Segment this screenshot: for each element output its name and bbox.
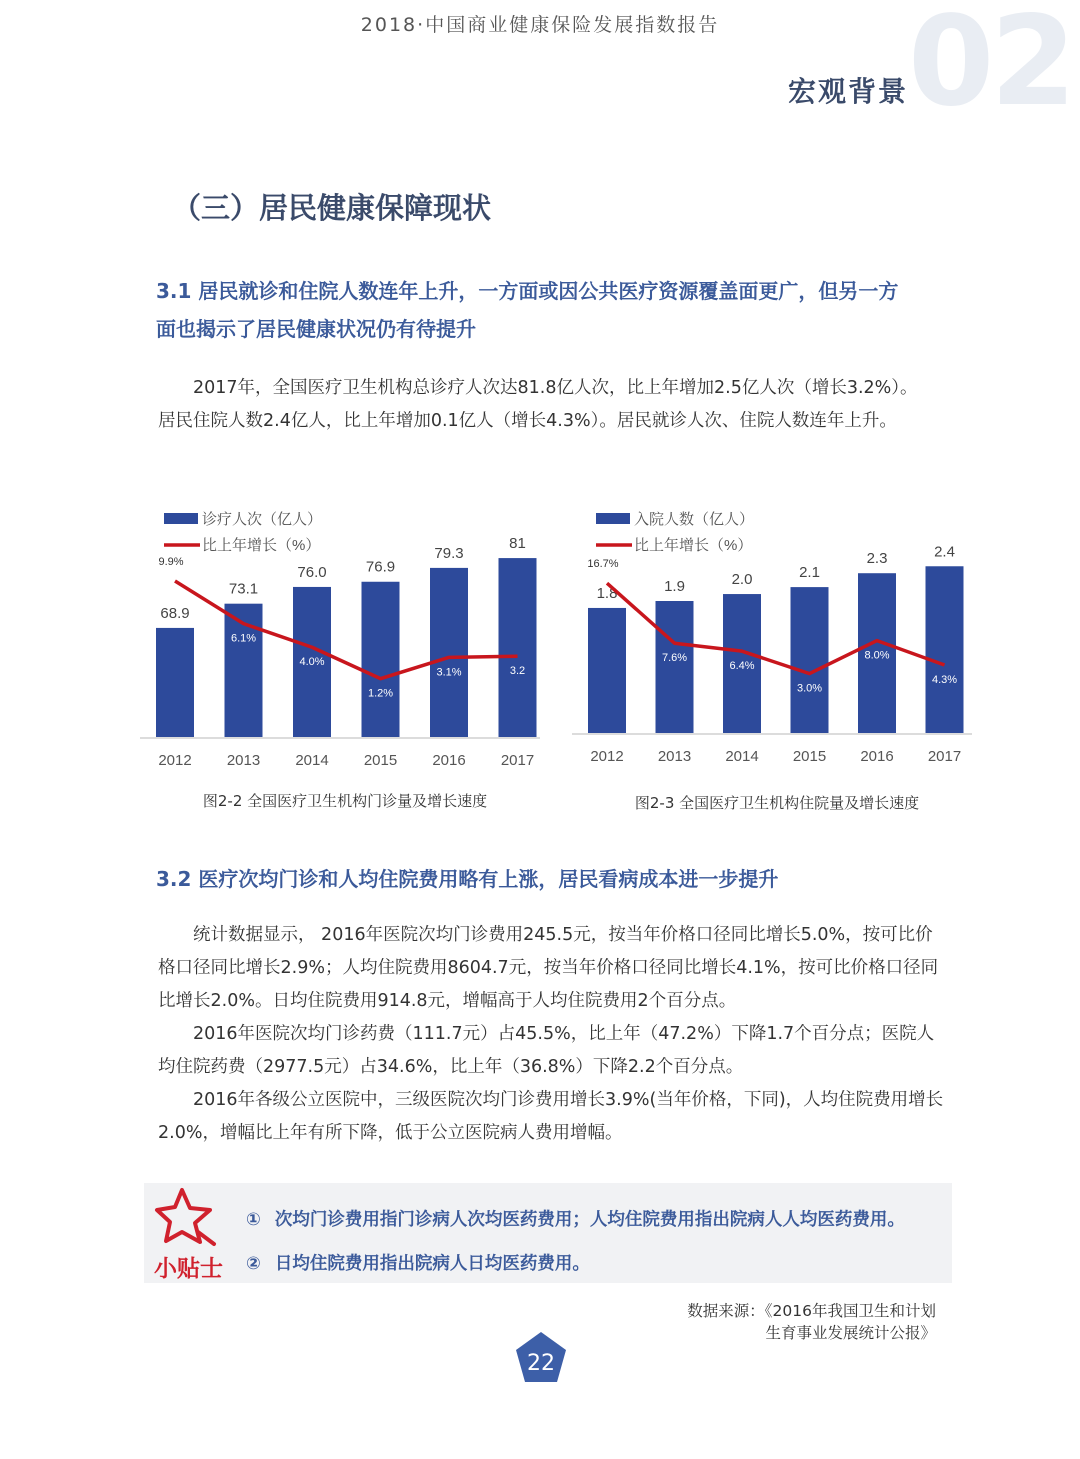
- line-value-label: 16.7%: [587, 558, 619, 571]
- line-value-label: 4.0%: [299, 656, 325, 669]
- page-number-badge: [514, 1330, 568, 1388]
- section-name: 宏观背景: [788, 75, 909, 108]
- bar-value-label: 2.1: [799, 564, 820, 582]
- bar-value-label: 79.3: [434, 544, 464, 562]
- line-value-label: 7.6%: [661, 652, 688, 665]
- subsection-1-paragraph: [158, 372, 948, 438]
- line-value-label: 8.0%: [864, 649, 890, 662]
- report-title: 2018·中国商业健康保险发展指数报告: [360, 14, 720, 36]
- chart-2-caption: 图2-3 全国医疗卫生机构住院量及增长速度: [634, 794, 920, 812]
- bar-value-label: 2.0: [731, 571, 753, 589]
- subsection-2-paragraph: 2016年医院次均门诊药费（111.7元）占45.5%，比上年（47.2%）下降1.7个百分点；医院人均住院药费（2977.5元）占34.6%，比上年（36.8%）下降2.2个百分点。: [158, 1024, 935, 1077]
- legend-line-label: 比上年增长（%）: [202, 537, 321, 554]
- page-number: 22: [527, 1351, 555, 1376]
- x-tick-label: 2013: [657, 748, 692, 765]
- subsection-2-title: 3.2 医疗次均门诊和人均住院费用略有上涨，居民看病成本进一步提升: [156, 867, 779, 891]
- x-tick-label: 2015: [363, 752, 398, 769]
- tip-item-text: 次均门诊费用指门诊病人次均医药费用；人均住院费用指出院病人人均医药费用。: [274, 1210, 905, 1230]
- subsection-1-title-line2: 面也揭示了居民健康状况仍有待提升: [156, 317, 476, 341]
- chart-outpatient-visits: [140, 495, 550, 785]
- x-tick-label: 2014: [725, 748, 759, 765]
- data-source-line2: 生育事业发展统计公报》: [765, 1324, 936, 1342]
- bar: [926, 566, 964, 733]
- bar-value-label: 2.4: [934, 543, 955, 561]
- x-tick-label: 2017: [500, 752, 535, 769]
- bar: [156, 628, 194, 737]
- bar: [499, 558, 537, 737]
- bar-value-label: 73.1: [228, 580, 259, 598]
- chart-inpatient-admissions: [572, 495, 982, 785]
- legend-line-label: 比上年增长（%）: [634, 537, 753, 554]
- legend-bar-label: 入院人数（亿人）: [634, 511, 755, 528]
- bar-value-label: 76.0: [297, 563, 327, 581]
- line-value-label: 3.2: [509, 665, 526, 678]
- bar: [588, 608, 626, 733]
- x-tick-label: 2013: [226, 752, 261, 769]
- tips-label: 小贴士: [154, 1256, 223, 1282]
- line-value-label: 1.2%: [367, 687, 394, 700]
- bar: [430, 568, 468, 737]
- bar-value-label: 76.9: [365, 558, 396, 576]
- bar-value-label: 1.9: [664, 578, 685, 595]
- subsection-2-paragraph: 统计数据显示， 2016年医院次均门诊费用245.5元，按当年价格口径同比增长5.0%，按可比价格口径同比增长2.9%；人均住院费用8604.7元，按当年价格口径同比增长4.1%，按可比价格口径同比增长2.0%。日均住院费用914.8元，增幅高于人均住院费用2个百分点。: [158, 925, 939, 1011]
- x-tick-label: 2015: [792, 748, 827, 765]
- data-source-line1: 数据来源：《2016年我国卫生和计划: [687, 1302, 936, 1320]
- line-value-label: 4.3%: [931, 674, 958, 687]
- bar-value-label: 68.9: [160, 604, 190, 622]
- x-tick-label: 2016: [432, 752, 466, 769]
- bar: [791, 587, 829, 733]
- bar: [656, 601, 694, 733]
- subsection-2-paragraph: 2016年各级公立医院中，三级医院次均门诊费用增长3.9%(当年价格，下同)，人均住院费用增长2.0%，增幅比上年有所下降，低于公立医院病人费用增幅。: [158, 1090, 944, 1143]
- star-icon: [154, 1186, 220, 1248]
- x-tick-label: 2012: [158, 752, 192, 769]
- tip-item-1: [246, 1206, 905, 1231]
- subsection-1-title: [156, 272, 956, 348]
- line-value-label: 9.9%: [158, 556, 184, 569]
- bar-value-label: 1.8: [596, 584, 618, 602]
- tip-item-2: [246, 1250, 590, 1275]
- main-heading: （三）居民健康保障现状: [172, 191, 492, 225]
- line-value-label: 6.4%: [729, 660, 755, 673]
- x-tick-label: 2014: [295, 752, 329, 769]
- line-value-label: 3.1%: [436, 666, 462, 679]
- subsection-1-para-line1: 2017年，全国医疗卫生机构总诊疗人次达81.8亿人次，比上年增加2.5亿人次（增长3.2%）。: [193, 378, 918, 398]
- subsection-1-title-line1: 3.1 居民就诊和住院人数连年上升，一方面或因公共医疗资源覆盖面更广，但另一方: [156, 279, 899, 303]
- chart-1-caption: 图2-2 全国医疗卫生机构门诊量及增长速度: [202, 792, 488, 810]
- bar-value-label: 2.3: [866, 550, 888, 568]
- legend-bar-label: 诊疗人次（亿人）: [202, 511, 323, 528]
- legend-bar-swatch: [164, 513, 198, 524]
- x-tick-label: 2016: [860, 748, 894, 765]
- x-tick-label: 2017: [927, 748, 962, 765]
- subsection-1-para-line2: 居民住院人数2.4亿人，比上年增加0.1亿人（增长4.3%）。居民就诊人次、住院人数连年上升。: [158, 411, 897, 431]
- chapter-number: 02: [908, 0, 1073, 134]
- x-tick-label: 2012: [590, 748, 624, 765]
- tip-item-number: ②: [246, 1254, 261, 1274]
- bar-value-label: 81: [509, 535, 526, 553]
- tip-item-number: ①: [246, 1210, 261, 1230]
- line-value-label: 6.1%: [230, 632, 257, 645]
- subsection-2-body: [158, 919, 948, 1150]
- bar: [362, 582, 400, 737]
- data-source: [660, 1300, 936, 1344]
- legend-bar-swatch: [596, 513, 630, 524]
- line-value-label: 3.0%: [796, 682, 823, 695]
- tip-item-text: 日均住院费用指出院病人日均医药费用。: [274, 1254, 590, 1274]
